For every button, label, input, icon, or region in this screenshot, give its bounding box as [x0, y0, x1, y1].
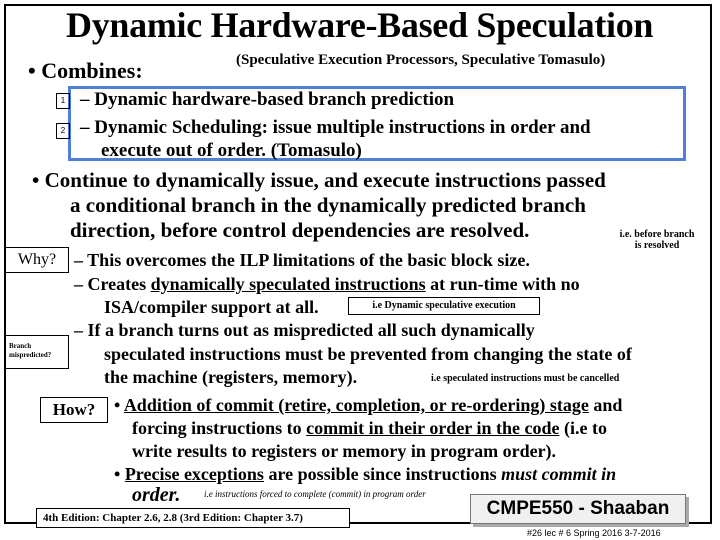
item-2-line1: – Dynamic Scheduling: issue multiple instructions in order and — [80, 117, 591, 138]
item-1-number: 1 — [56, 93, 70, 109]
dyn-spec-note: i.e Dynamic speculative execution — [372, 300, 516, 311]
mispredicted-line2: speculated instructions must be prevented from changing the state of — [104, 344, 632, 364]
creates-prefix: – Creates — [74, 274, 151, 294]
why-box — [5, 247, 69, 273]
how-label: How? — [52, 400, 96, 419]
item-1-text: – Dynamic hardware-based branch prediction — [80, 89, 455, 110]
order-word: order. — [132, 484, 181, 506]
continue-line2: a conditional branch in the dynamically predicted branch — [70, 193, 586, 217]
continue-line1: • Continue to dynamically issue, and execute instructions passed — [32, 168, 606, 192]
commit-underlined: Addition of commit (retire, completion, or re-ordering) stage — [123, 395, 589, 415]
continue-line3: direction, before control dependencies are resolved. — [70, 218, 530, 242]
before-branch-note-line1: i.e. before branch — [619, 229, 695, 240]
branch-mispredicted-line1: Branch — [9, 342, 32, 350]
creates-underlined: dynamically speculated instructions — [150, 274, 426, 294]
commit-suffix: and — [588, 395, 623, 415]
creates-suffix: at run-time with no — [425, 274, 580, 294]
write-results-line: write results to registers or memory in program order). — [132, 441, 557, 461]
forcing-suffix: (i.e to — [559, 418, 607, 438]
cancelled-note-box — [426, 370, 690, 388]
creates-line — [74, 274, 580, 295]
dyn-spec-note-box — [348, 297, 540, 315]
mispredicted-line1: – If a branch turns out as mispredicted all such dynamically — [74, 320, 535, 340]
item-2-line2: execute out of order. (Tomasulo) — [101, 140, 362, 161]
mispredicted-line3: the machine (registers, memory). — [104, 367, 358, 387]
item-2-number: 2 — [56, 123, 70, 139]
combines-bullet: • Combines: — [28, 58, 143, 83]
forcing-underlined: commit in their order in the code — [306, 418, 560, 438]
forcing-prefix: forcing instructions to — [132, 418, 307, 438]
precise-italic: must commit in — [501, 464, 617, 484]
combines-note: (Speculative Execution Processors, Speculative Tomasulo) — [236, 52, 606, 68]
slide-title: Dynamic Hardware-Based Speculation — [66, 5, 654, 45]
commit-line — [114, 395, 622, 416]
isa-line: ISA/compiler support at all. — [104, 297, 319, 317]
branch-mispredicted-box — [5, 335, 69, 369]
edition-box — [36, 508, 350, 528]
commit-bullet: • — [114, 395, 124, 415]
cancelled-note: i.e speculated instructions must be cancelled — [431, 373, 620, 384]
how-box — [40, 397, 108, 423]
overcome-line: – This overcomes the ILP limitations of the basic block size. — [74, 250, 530, 270]
precise-line — [114, 464, 616, 485]
branch-mispredicted-line2: mispredicted? — [9, 351, 52, 359]
before-branch-note-line2: is resolved — [634, 240, 680, 251]
course-badge: CMPE550 - Shaaban — [470, 494, 686, 524]
before-branch-note — [606, 228, 708, 252]
precise-middle: are possible since instructions — [263, 464, 502, 484]
forced-note: i.e instructions forced to complete (commit) in program order — [204, 489, 426, 499]
forcing-line — [132, 418, 607, 439]
precise-underlined: Precise exceptions — [124, 464, 264, 484]
edition-text: 4th Edition: Chapter 2.6, 2.8 (3rd Edition: Chapter 3.7) — [43, 512, 303, 524]
why-label: Why? — [17, 251, 57, 268]
slide-footer: #26 lec # 6 Spring 2016 3-7-2016 — [527, 528, 661, 538]
precise-bullet: • — [114, 464, 125, 484]
